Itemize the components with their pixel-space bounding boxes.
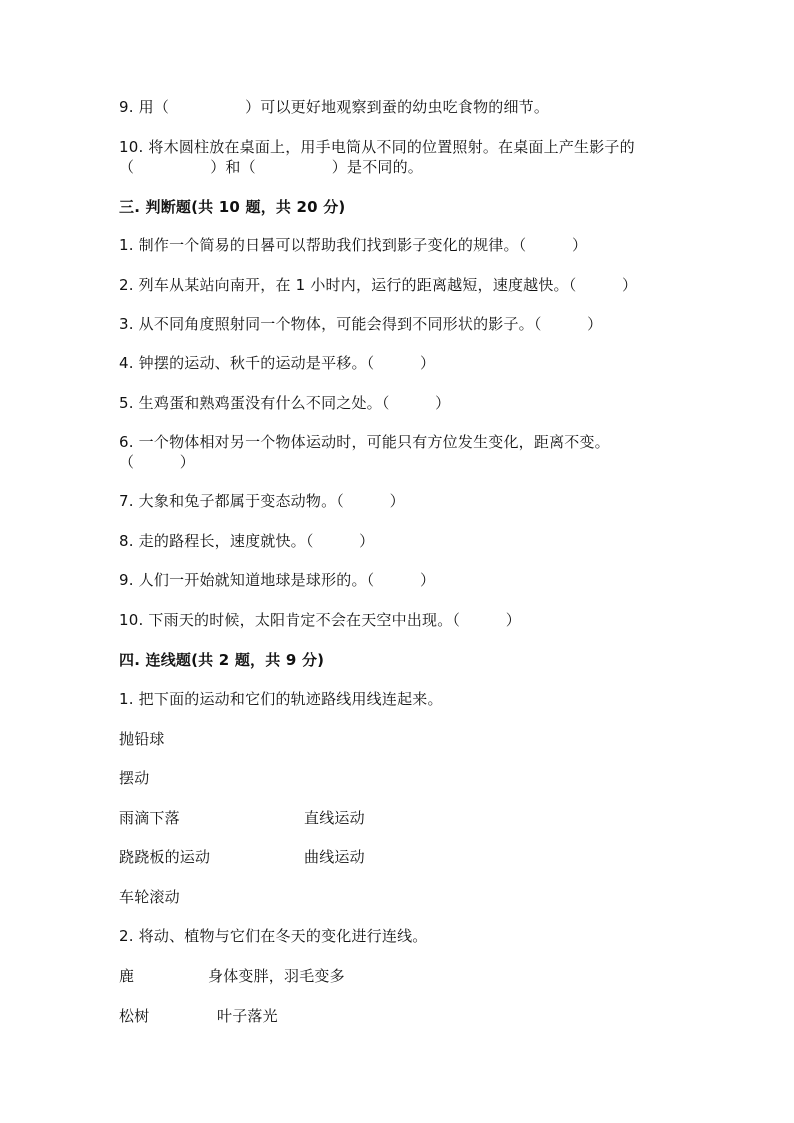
matching-q2-left-item: 松树	[119, 1007, 150, 1025]
judgement-item-10: 10. 下雨天的时候，太阳肯定不会在天空中出现。（ ）	[119, 611, 521, 629]
matching-q1-left-item: 跷跷板的运动	[119, 848, 211, 866]
matching-q1-right-item: 曲线运动	[304, 848, 365, 866]
matching-q2-left-item: 鹿	[119, 967, 135, 985]
judgement-item-3: 3. 从不同角度照射同一个物体，可能会得到不同形状的影子。（ ）	[119, 315, 603, 333]
question-fill-10-line2: （ ）和（ ）是不同的。	[119, 158, 424, 176]
judgement-item-6: 6. 一个物体相对另一个物体运动时，可能只有方位发生变化，距离不变。	[119, 433, 610, 451]
judgement-item-9: 9. 人们一开始就知道地球是球形的。（ ）	[119, 571, 436, 589]
matching-q1-left-item: 抛铅球	[119, 730, 165, 748]
matching-q2-right-item: 身体变胖，羽毛变多	[208, 967, 345, 985]
question-fill-9: 9. 用（ ）可以更好地观察到蚕的幼虫吃食物的细节。	[119, 98, 550, 116]
matching-q1-left-item: 车轮滚动	[119, 888, 180, 906]
matching-q1-right-item: 直线运动	[304, 809, 365, 827]
judgement-item-8: 8. 走的路程长，速度就快。（ ）	[119, 532, 375, 550]
judgement-item-4: 4. 钟摆的运动、秋千的运动是平移。（ ）	[119, 354, 436, 372]
section-heading-judgement: 三. 判断题(共 10 题，共 20 分)	[119, 198, 346, 216]
judgement-item-5: 5. 生鸡蛋和熟鸡蛋没有什么不同之处。（ ）	[119, 394, 451, 412]
question-fill-10-line1: 10. 将木圆柱放在桌面上，用手电筒从不同的位置照射。在桌面上产生影子的	[119, 138, 635, 156]
section-heading-matching: 四. 连线题(共 2 题，共 9 分)	[119, 651, 325, 669]
judgement-item-1: 1. 制作一个简易的日晷可以帮助我们找到影子变化的规律。（ ）	[119, 236, 588, 254]
matching-question-1: 1. 把下面的运动和它们的轨迹路线用线连起来。	[119, 690, 443, 708]
matching-q1-left-item: 摆动	[119, 769, 150, 787]
matching-question-2: 2. 将动、植物与它们在冬天的变化进行连线。	[119, 927, 428, 945]
matching-q2-right-item: 叶子落光	[217, 1007, 278, 1025]
judgement-item-2: 2. 列车从某站向南开，在 1 小时内，运行的距离越短，速度越快。（ ）	[119, 276, 638, 294]
judgement-item-7: 7. 大象和兔子都属于变态动物。（ ）	[119, 492, 405, 510]
judgement-item-6-blank: （ ）	[119, 453, 196, 471]
matching-q1-left-item: 雨滴下落	[119, 809, 180, 827]
